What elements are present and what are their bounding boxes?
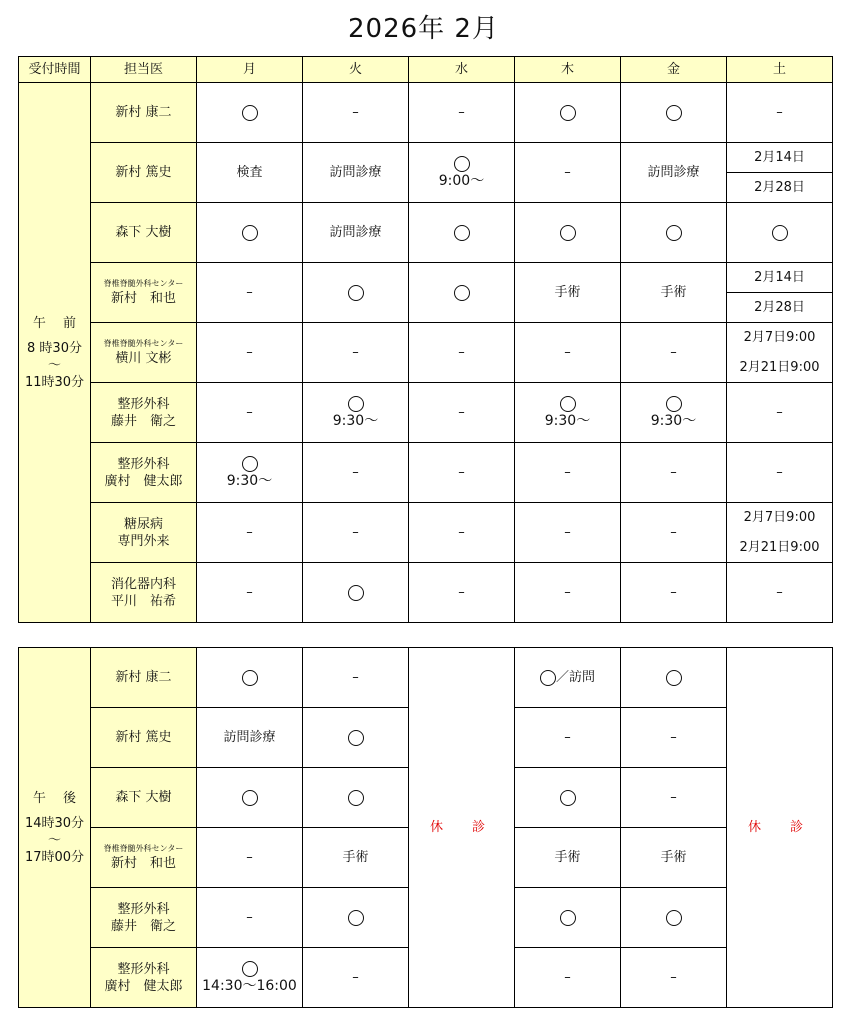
doctor-name: 横川 文彬 [115, 351, 172, 366]
schedule-cell [303, 708, 409, 768]
schedule-cell [621, 708, 727, 768]
schedule-cell [409, 443, 515, 503]
schedule-cell [303, 383, 409, 443]
closed-cell: 休 診 [727, 648, 833, 1008]
cell-value: 2月14日 [754, 270, 805, 285]
cell-value: – [670, 525, 677, 540]
department-label: 糖尿病 [123, 516, 163, 532]
circle-mark-icon [666, 396, 682, 412]
doctor-name: 新村 和也 [110, 856, 176, 871]
schedule-cell [515, 203, 621, 263]
start-time: 9:30〜 [226, 472, 273, 489]
saturday-date-cell [727, 533, 833, 563]
schedule-cell [197, 708, 303, 768]
cell-value: – [564, 465, 571, 480]
doctor-name: 専門外来 [117, 533, 170, 549]
schedule-cell [303, 83, 409, 143]
start-time: 9:30〜 [544, 412, 591, 429]
schedule-cell [303, 323, 409, 383]
circle-mark-icon [540, 670, 556, 686]
circle-mark-icon [560, 910, 576, 926]
circle-mark-icon [242, 790, 258, 806]
schedule-cell [621, 648, 727, 708]
circle-mark-icon [454, 285, 470, 301]
cell-value: – [564, 525, 571, 540]
schedule-cell [621, 443, 727, 503]
schedule-cell [197, 203, 303, 263]
schedule-cell [303, 948, 409, 1008]
cell-value: – [458, 105, 465, 120]
circle-mark-icon [666, 225, 682, 241]
circle-mark-icon [348, 790, 364, 806]
circle-mark-icon [454, 156, 470, 172]
schedule-cell [515, 708, 621, 768]
cell-value: – [776, 405, 783, 420]
doctor-name: 平川 祐希 [110, 593, 176, 609]
schedule-row [19, 203, 833, 233]
circle-mark-icon [666, 670, 682, 686]
cell-value: 手術 [554, 850, 581, 865]
department-label: 脊椎脊髄外科センター [103, 279, 184, 288]
department-label: 整形外科 [117, 901, 170, 917]
doctor-cell [91, 143, 197, 203]
doctor-name: 新村 篤史 [115, 730, 172, 745]
schedule-cell [621, 323, 727, 383]
column-header: 水 [409, 57, 515, 83]
schedule-cell [515, 828, 621, 888]
department-label: 脊椎脊髄外科センター [103, 844, 184, 853]
schedule-cell [515, 263, 621, 323]
reception-time-line: 午 前 [32, 315, 77, 331]
schedule-cell [727, 443, 833, 503]
schedule-cell [621, 948, 727, 1008]
schedule-cell [197, 828, 303, 888]
column-header: 担当医 [91, 57, 197, 83]
column-header: 月 [197, 57, 303, 83]
cell-value: – [246, 345, 253, 360]
circle-mark-icon [560, 790, 576, 806]
cell-value: 2月21日9:00 [739, 539, 820, 555]
doctor-cell [91, 83, 197, 143]
schedule-cell [727, 203, 833, 263]
doctor-cell [91, 443, 197, 503]
doctor-name: 新村 和也 [110, 291, 176, 306]
cell-note: ／訪問 [555, 670, 595, 685]
column-header: 金 [621, 57, 727, 83]
schedule-cell [409, 203, 515, 263]
start-time: 14:30〜16:00 [202, 977, 297, 994]
schedule-cell [197, 383, 303, 443]
cell-value: – [458, 585, 465, 600]
cell-value: 訪問診療 [329, 225, 382, 240]
schedule-row [19, 83, 833, 113]
cell-value: – [352, 105, 359, 120]
schedule-cell [515, 143, 621, 203]
circle-mark-icon [772, 225, 788, 241]
schedule-cell [409, 503, 515, 563]
doctor-cell [91, 648, 197, 708]
saturday-date-cell [727, 143, 833, 173]
circle-mark-icon [242, 961, 258, 977]
cell-value: – [564, 585, 571, 600]
saturday-date-cell [727, 263, 833, 293]
schedule-cell [409, 263, 515, 323]
schedule-cell [515, 443, 621, 503]
cell-value: – [670, 345, 677, 360]
schedule-cell [621, 203, 727, 263]
schedule-cell [303, 503, 409, 563]
schedule-cell [197, 563, 303, 623]
reception-time-line: 午 後 [32, 790, 77, 806]
cell-value: – [246, 585, 253, 600]
cell-value: 2月21日9:00 [739, 359, 820, 375]
schedule-cell [197, 503, 303, 563]
schedule-cell [409, 563, 515, 623]
doctor-cell [91, 563, 197, 623]
doctor-name: 廣村 健太郎 [104, 978, 183, 994]
schedule-cell [197, 323, 303, 383]
doctor-cell [91, 323, 197, 383]
department-label: 整形外科 [117, 961, 170, 977]
cell-value: – [246, 910, 253, 925]
cell-value: – [458, 345, 465, 360]
cell-value: – [776, 585, 783, 600]
header-row [19, 57, 833, 83]
doctor-cell [91, 383, 197, 443]
saturday-date-cell [727, 353, 833, 383]
doctor-cell [91, 203, 197, 263]
cell-value: – [670, 730, 677, 745]
schedule-cell [409, 383, 515, 443]
column-header: 火 [303, 57, 409, 83]
schedule-cell [197, 648, 303, 708]
cell-value: – [246, 405, 253, 420]
doctor-cell [91, 503, 197, 563]
circle-mark-icon [242, 670, 258, 686]
schedule-cell [515, 383, 621, 443]
schedule-cell [515, 503, 621, 563]
schedule-row [19, 323, 833, 353]
schedule-cell [303, 443, 409, 503]
doctor-name: 新村 篤史 [115, 165, 172, 180]
schedule-cell [303, 828, 409, 888]
schedule-cell [515, 323, 621, 383]
schedule-cell [409, 323, 515, 383]
cell-value: – [458, 405, 465, 420]
doctor-name: 森下 大樹 [115, 225, 172, 240]
circle-mark-icon [666, 910, 682, 926]
schedule-cell [515, 888, 621, 948]
schedule-cell [197, 768, 303, 828]
schedule-cell [303, 563, 409, 623]
cell-value: – [564, 970, 571, 985]
cell-value: – [458, 525, 465, 540]
cell-value: 2月28日 [754, 300, 805, 315]
schedule-row [19, 383, 833, 413]
cell-value: – [352, 670, 359, 685]
schedule-cell [303, 263, 409, 323]
cell-value: – [670, 465, 677, 480]
schedule-cell [621, 383, 727, 443]
cell-value: 2月14日 [754, 150, 805, 165]
cell-value: 手術 [342, 850, 369, 865]
cell-value: – [352, 465, 359, 480]
doctor-cell [91, 263, 197, 323]
cell-value: 訪問診療 [329, 165, 382, 180]
column-header: 受付時間 [19, 57, 91, 83]
department-label: 消化器内科 [110, 576, 176, 592]
saturday-date-cell [727, 323, 833, 353]
schedule-cell [515, 563, 621, 623]
doctor-cell [91, 768, 197, 828]
circle-mark-icon [348, 396, 364, 412]
doctor-name: 森下 大樹 [115, 790, 172, 805]
circle-mark-icon [560, 105, 576, 121]
schedule-cell [303, 888, 409, 948]
doctor-name: 新村 康二 [115, 105, 172, 120]
cell-value: – [352, 525, 359, 540]
cell-value: – [670, 970, 677, 985]
department-label: 整形外科 [117, 396, 170, 412]
circle-mark-icon [348, 285, 364, 301]
doctor-cell [91, 828, 197, 888]
schedule-cell [197, 263, 303, 323]
doctor-name: 藤井 衛之 [110, 413, 176, 429]
schedule-cell [621, 263, 727, 323]
schedule-cell [409, 83, 515, 143]
schedule-row [19, 503, 833, 533]
morning-schedule-table [18, 56, 833, 623]
schedule-cell [303, 143, 409, 203]
schedule-cell [197, 443, 303, 503]
start-time: 9:30〜 [650, 412, 697, 429]
reception-time-line: 17時00分 [24, 849, 85, 865]
schedule-cell [515, 768, 621, 828]
cell-value: 訪問診療 [647, 165, 700, 180]
schedule-cell [303, 648, 409, 708]
circle-mark-icon [560, 225, 576, 241]
saturday-date-cell [727, 173, 833, 203]
cell-value: – [564, 345, 571, 360]
schedule-cell [621, 828, 727, 888]
schedule-cell [303, 768, 409, 828]
reception-time-cell [19, 83, 91, 623]
department-label: 脊椎脊髄外科センター [103, 339, 184, 348]
schedule-cell [409, 143, 515, 203]
reception-time-cell [19, 648, 91, 1008]
reception-time-line: 11時30分 [24, 374, 85, 390]
schedule-cell [197, 888, 303, 948]
doctor-cell [91, 708, 197, 768]
cell-value: – [352, 970, 359, 985]
saturday-date-cell [727, 293, 833, 323]
cell-value: – [246, 850, 253, 865]
afternoon-schedule-table [18, 647, 833, 1008]
cell-value: – [670, 585, 677, 600]
doctor-name: 廣村 健太郎 [104, 473, 183, 489]
cell-value: – [458, 465, 465, 480]
schedule-row [19, 443, 833, 473]
schedule-cell [197, 143, 303, 203]
schedule-cell [197, 83, 303, 143]
schedule-cell [303, 203, 409, 263]
schedule-cell [515, 83, 621, 143]
schedule-cell [621, 563, 727, 623]
cell-value: – [246, 285, 253, 300]
schedule-cell [727, 83, 833, 143]
reception-time-line: 〜 [47, 832, 61, 848]
cell-value: 手術 [660, 850, 687, 865]
saturday-date-cell [727, 503, 833, 533]
schedule-cell [727, 383, 833, 443]
reception-time-line: 8 時30分 [27, 340, 82, 356]
circle-mark-icon [242, 456, 258, 472]
start-time: 9:30〜 [332, 412, 379, 429]
circle-mark-icon [242, 105, 258, 121]
doctor-cell [91, 888, 197, 948]
schedule-cell [727, 563, 833, 623]
schedule-row [19, 563, 833, 593]
closed-cell: 休 診 [409, 648, 515, 1008]
schedule-cell [621, 768, 727, 828]
schedule-cell [621, 503, 727, 563]
schedule-cell [621, 888, 727, 948]
schedule-row [19, 263, 833, 293]
cell-value: – [246, 525, 253, 540]
reception-time-line: 〜 [47, 357, 61, 373]
circle-mark-icon [348, 730, 364, 746]
column-header: 土 [727, 57, 833, 83]
page-title: 2026年 2月 [348, 14, 499, 44]
start-time: 9:00〜 [438, 172, 485, 189]
doctor-name: 藤井 衛之 [110, 918, 176, 934]
cell-value: 2月7日9:00 [743, 330, 816, 346]
cell-value: – [564, 730, 571, 745]
cell-value: – [564, 165, 571, 180]
cell-value: 2月7日9:00 [743, 510, 816, 526]
cell-value: – [776, 465, 783, 480]
reception-time-line: 14時30分 [24, 815, 85, 831]
circle-mark-icon [666, 105, 682, 121]
schedule-cell [197, 948, 303, 1008]
schedule-cell [515, 948, 621, 1008]
cell-value: 2月28日 [754, 180, 805, 195]
schedule-row [19, 143, 833, 173]
schedule-cell [621, 83, 727, 143]
doctor-cell [91, 948, 197, 1008]
circle-mark-icon [242, 225, 258, 241]
schedule-cell [621, 143, 727, 203]
department-label: 整形外科 [117, 456, 170, 472]
circle-mark-icon [454, 225, 470, 241]
schedule-row [19, 648, 833, 708]
cell-value: – [352, 345, 359, 360]
cell-value: 訪問診療 [223, 730, 276, 745]
circle-mark-icon [348, 910, 364, 926]
schedule-cell [515, 648, 621, 708]
cell-value: 手術 [554, 285, 581, 300]
cell-value: – [670, 790, 677, 805]
cell-value: 検査 [236, 165, 263, 180]
doctor-name: 新村 康二 [115, 670, 172, 685]
cell-value: – [776, 105, 783, 120]
cell-value: 手術 [660, 285, 687, 300]
circle-mark-icon [560, 396, 576, 412]
column-header: 木 [515, 57, 621, 83]
circle-mark-icon [348, 585, 364, 601]
